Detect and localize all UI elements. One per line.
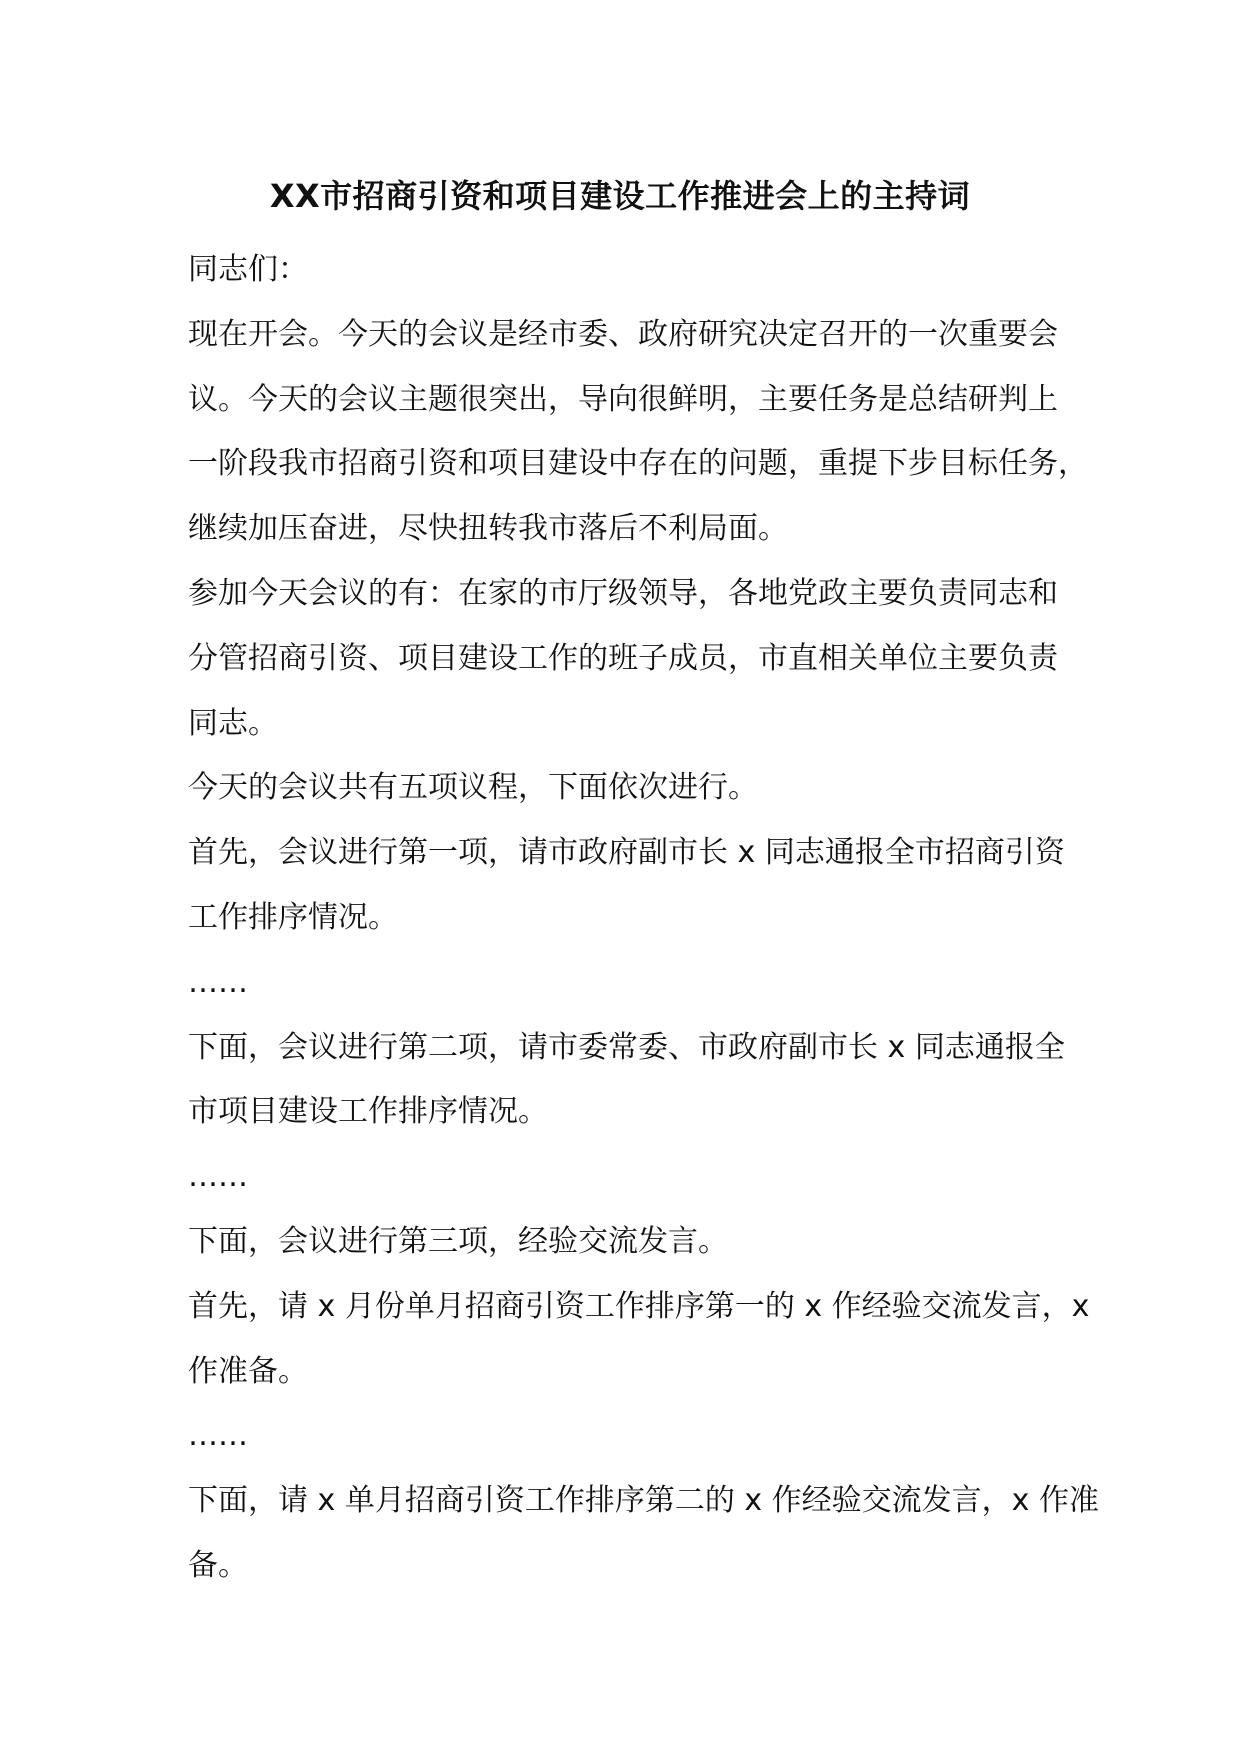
ellipsis-line: …… <box>188 1418 248 1454</box>
ellipsis-line: …… <box>188 964 248 1000</box>
body-line: 首先，会议进行第一项，请市政府副市长 x 同志通报全市招商引资 <box>188 835 1065 871</box>
body-line: 下面，会议进行第三项，经验交流发言。 <box>188 1223 728 1259</box>
body-line: 一阶段我市招商引资和项目建设中存在的问题，重提下步目标任务， <box>188 446 1088 482</box>
document-title: XX市招商引资和项目建设工作推进会上的主持词 <box>269 177 971 215</box>
body-line: 市项目建设工作排序情况。 <box>188 1094 548 1130</box>
body-line: 备。 <box>188 1547 248 1583</box>
body-line: 工作排序情况。 <box>188 899 398 935</box>
body-line: 分管招商引资、项目建设工作的班子成员，市直相关单位主要负责 <box>188 640 1058 676</box>
body-line: 现在开会。今天的会议是经市委、政府研究决定召开的一次重要会 <box>188 316 1058 352</box>
body-line: 同志。 <box>188 705 278 741</box>
body-line: 议。今天的会议主题很突出，导向很鲜明，主要任务是总结研判上 <box>188 381 1058 417</box>
body-line: 下面，会议进行第二项，请市委常委、市政府副市长 x 同志通报全 <box>188 1029 1065 1065</box>
body-line: 作准备。 <box>188 1353 308 1389</box>
body-line: 今天的会议共有五项议程，下面依次进行。 <box>188 770 758 806</box>
body-line: 继续加压奋进，尽快扭转我市落后不利局面。 <box>188 511 788 547</box>
body-line: 下面，请 x 单月招商引资工作排序第二的 x 作经验交流发言，x 作准 <box>188 1483 1099 1519</box>
body-line: 参加今天会议的有：在家的市厅级领导，各地党政主要负责同志和 <box>188 575 1058 611</box>
body-line-salutation: 同志们： <box>188 252 308 287</box>
document-body <box>188 238 1099 1599</box>
body-line: 首先，请 x 月份单月招商引资工作排序第一的 x 作经验交流发言，x <box>188 1288 1090 1324</box>
ellipsis-line: …… <box>188 1159 248 1195</box>
